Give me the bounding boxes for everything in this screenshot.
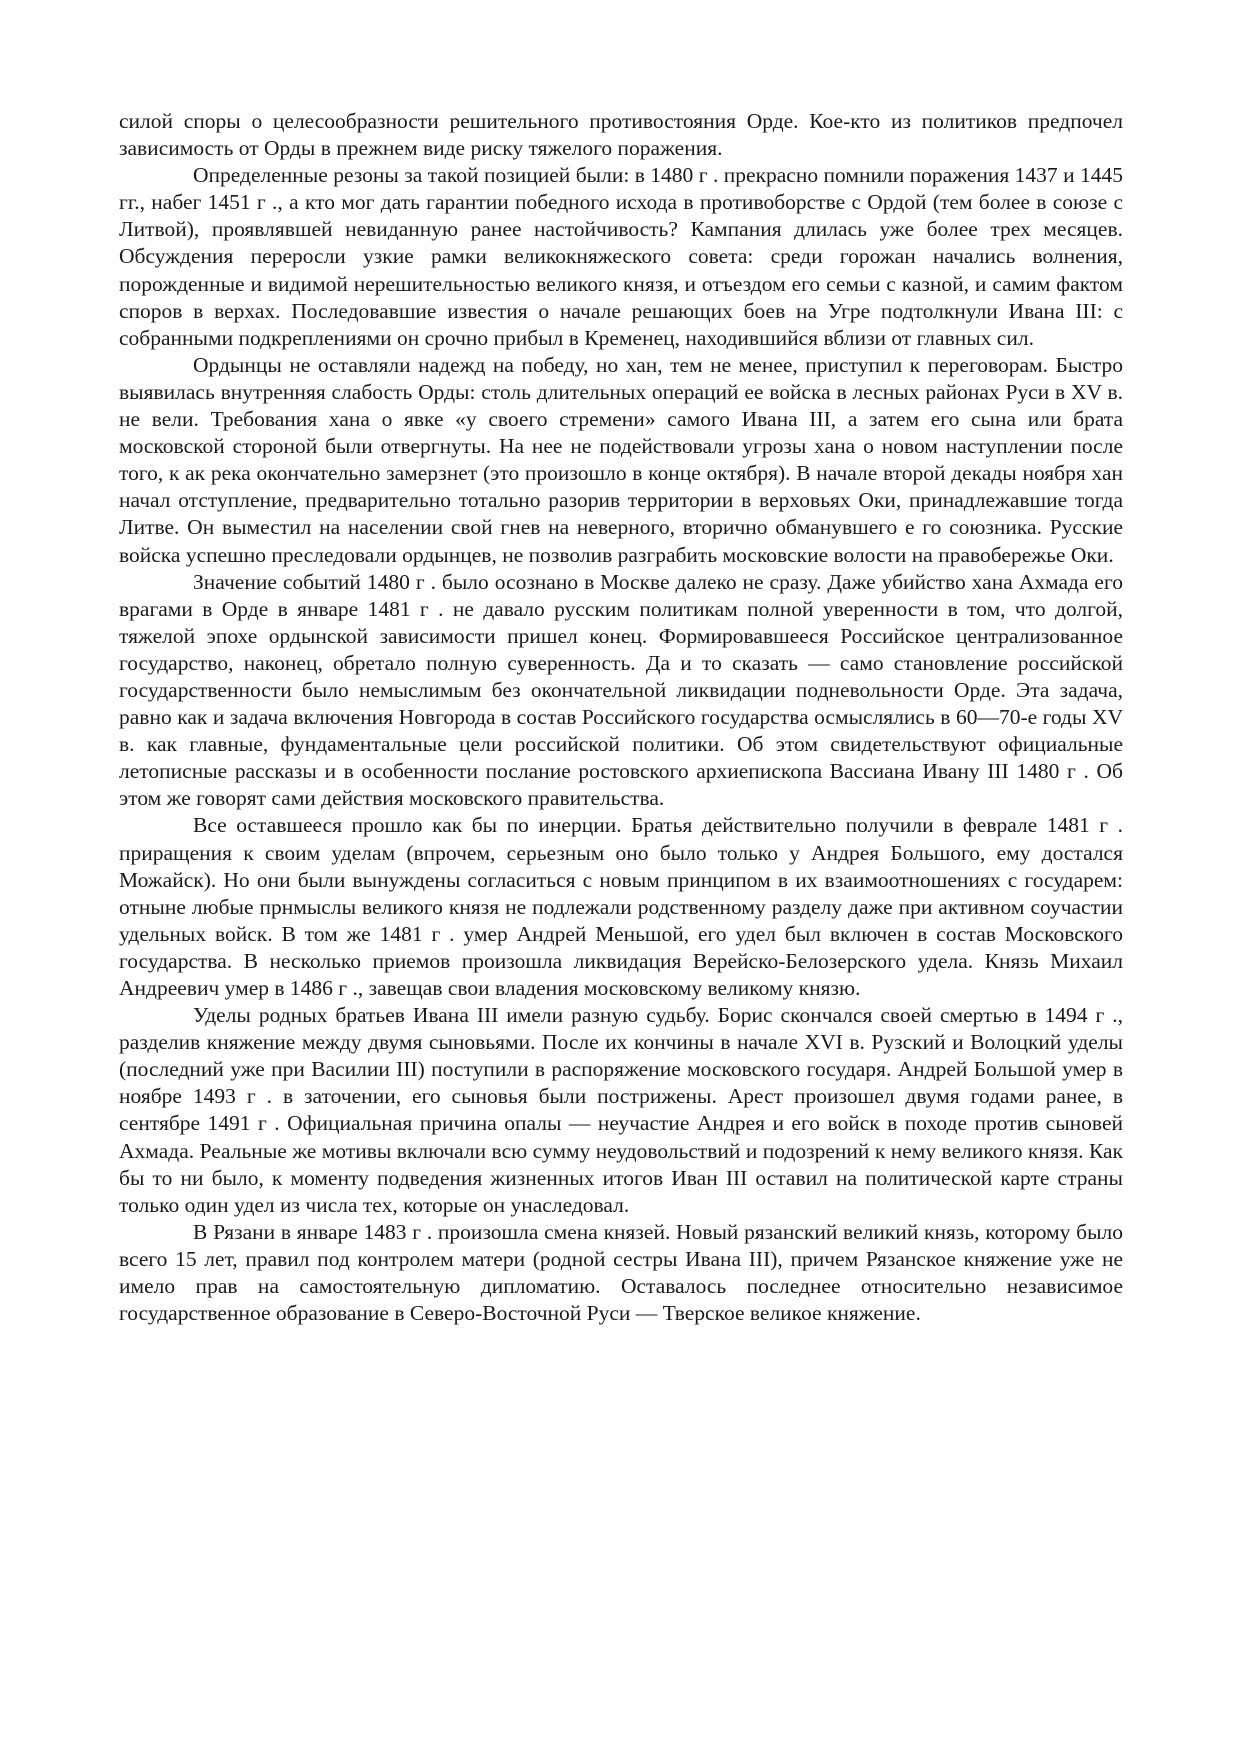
paragraph-continuation: силой споры о целесообразности решительного противостояния Орде. Кое-кто из политиков предпочел зависимость от Орды в прежнем виде риску тяжелого поражения.: [119, 109, 1123, 161]
paragraph: Все оставшееся прошло как бы по инерции. Братья действительно получили в феврале 1481 г . приращения к своим уделам (впрочем, серьезным оно было только у Андрея Большого, ему достался Можайск). Но они были вынуждены согласиться с новым принципом в их взаимоотношениях с государем: отныне любые прнмыслы великого князя не подлежали родственному разделу даже при активном соучастии удельных войск. В том же 1481 г . умер Андрей Меньшой, его удел был включен в состав Московского государства. В несколько приемов произошла ликвидация Верейско-Белозерского удела. Князь Михаил Андреевич умер в 1486 г ., завещав свои владения московскому великому князю.: [119, 813, 1123, 1000]
paragraph: Значение событий 1480 г . было осознано в Москве далеко не сразу. Даже убийство хана Ахмада его врагами в Орде в январе 1481 г . не давало русским политикам полной уверенности в том, что долгой, тяжелой эпохе ордынской зависимости пришел конец. Формировавшееся Российское централизованное государство, наконец, обретало полную суверенность. Да и то сказать — само становление российской государственности было немыслимым без окончательной ликвидации подневольности Орде. Эта задача, равно как и задача включения Новгорода в состав Российского государства осмыслялись в 60—70-е годы XV в. как главные, фундаментальные цели российской политики. Об этом свидетельствуют официальные летописные рассказы и в особенности послание ростовского архиепископа Вассиана Ивану III 1480 г . Об этом же говорят сами действия московского правительства.: [119, 569, 1123, 811]
paragraph: Определенные резоны за такой позицией были: в 1480 г . прекрасно помнили поражения 1437 и 1445 гг., набег 1451 г ., а кто мог дать гарантии победного исхода в противоборстве с Ордой (тем более в союзе с Литвой), проявлявшей невиданную ранее настойчивость? Кампания длилась уже более трех месяцев. Обсуждения переросли узкие рамки великокняжеского совета: среди горожан начались волнения, порожденные и видимой нерешительностью великого князя, и отъездом его семьи с казной, и самим фактом споров в верхах. Последовавшие известия о начале решающих боев на Угре подтолкнули Ивана III: с собранными подкреплениями он срочно прибыл в Кременец, находившийся вблизи от главных сил.: [119, 163, 1123, 350]
paragraph: В Рязани в январе 1483 г . произошла смена князей. Новый рязанский великий князь, которому было всего 15 лет, правил под контролем матери (родной сестры Ивана III), причем Рязанское княжение уже не имело прав на самостоятельную дипломатию. Оставалось последнее относительно независимое государственное образование в Северо-Восточной Руси — Тверское великое княжение.: [119, 1219, 1123, 1326]
paragraph: Ордынцы не оставляли надежд на победу, но хан, тем не менее, приступил к переговорам. Быстро выявилась внутренняя слабость Орды: столь длительных операций ее войска в лесных районах Руси в XV в. не вели. Требования хана о явке «у своего стремени» самого Ивана III, а затем его сына или брата московской стороной были отвергнуты. На нее не подействовали угрозы хана о новом наступлении после того, к ак река окончательно замерзнет (это произошло в конце октября). В начале второй декады ноября хан начал отступление, предварительно тотально разорив территории в верховьях Оки, принадлежавшие тогда Литве. Он выместил на населении свой гнев на неверного, вторично обманувшего е го союзника. Русские войска успешно преследовали ордынцев, не позволив разграбить московские волости на правобережье Оки.: [119, 352, 1123, 567]
body-text: [119, 108, 1123, 1327]
paragraph: Уделы родных братьев Ивана III имели разную судьбу. Борис скончался своей смертью в 1494 г ., разделив княжение между двумя сыновьями. После их кончины в начале XVI в. Рузский и Волоцкий уделы (последний уже при Василии III) поступили в распоряжение московского государя. Андрей Большой умер в ноябре 1493 г . в заточении, его сыновья были пострижены. Арест произошел двумя годами ранее, в сентябре 1491 г . Официальная причина опалы — неучастие Андрея и его войск в походе против сыновей Ахмада. Реальные же мотивы включали всю сумму неудовольствий и подозрений к нему великого князя. Как бы то ни было, к моменту подведения жизненных итогов Иван III оставил на политической карте страны только один удел из числа тех, которые он унаследовал.: [119, 1003, 1123, 1217]
